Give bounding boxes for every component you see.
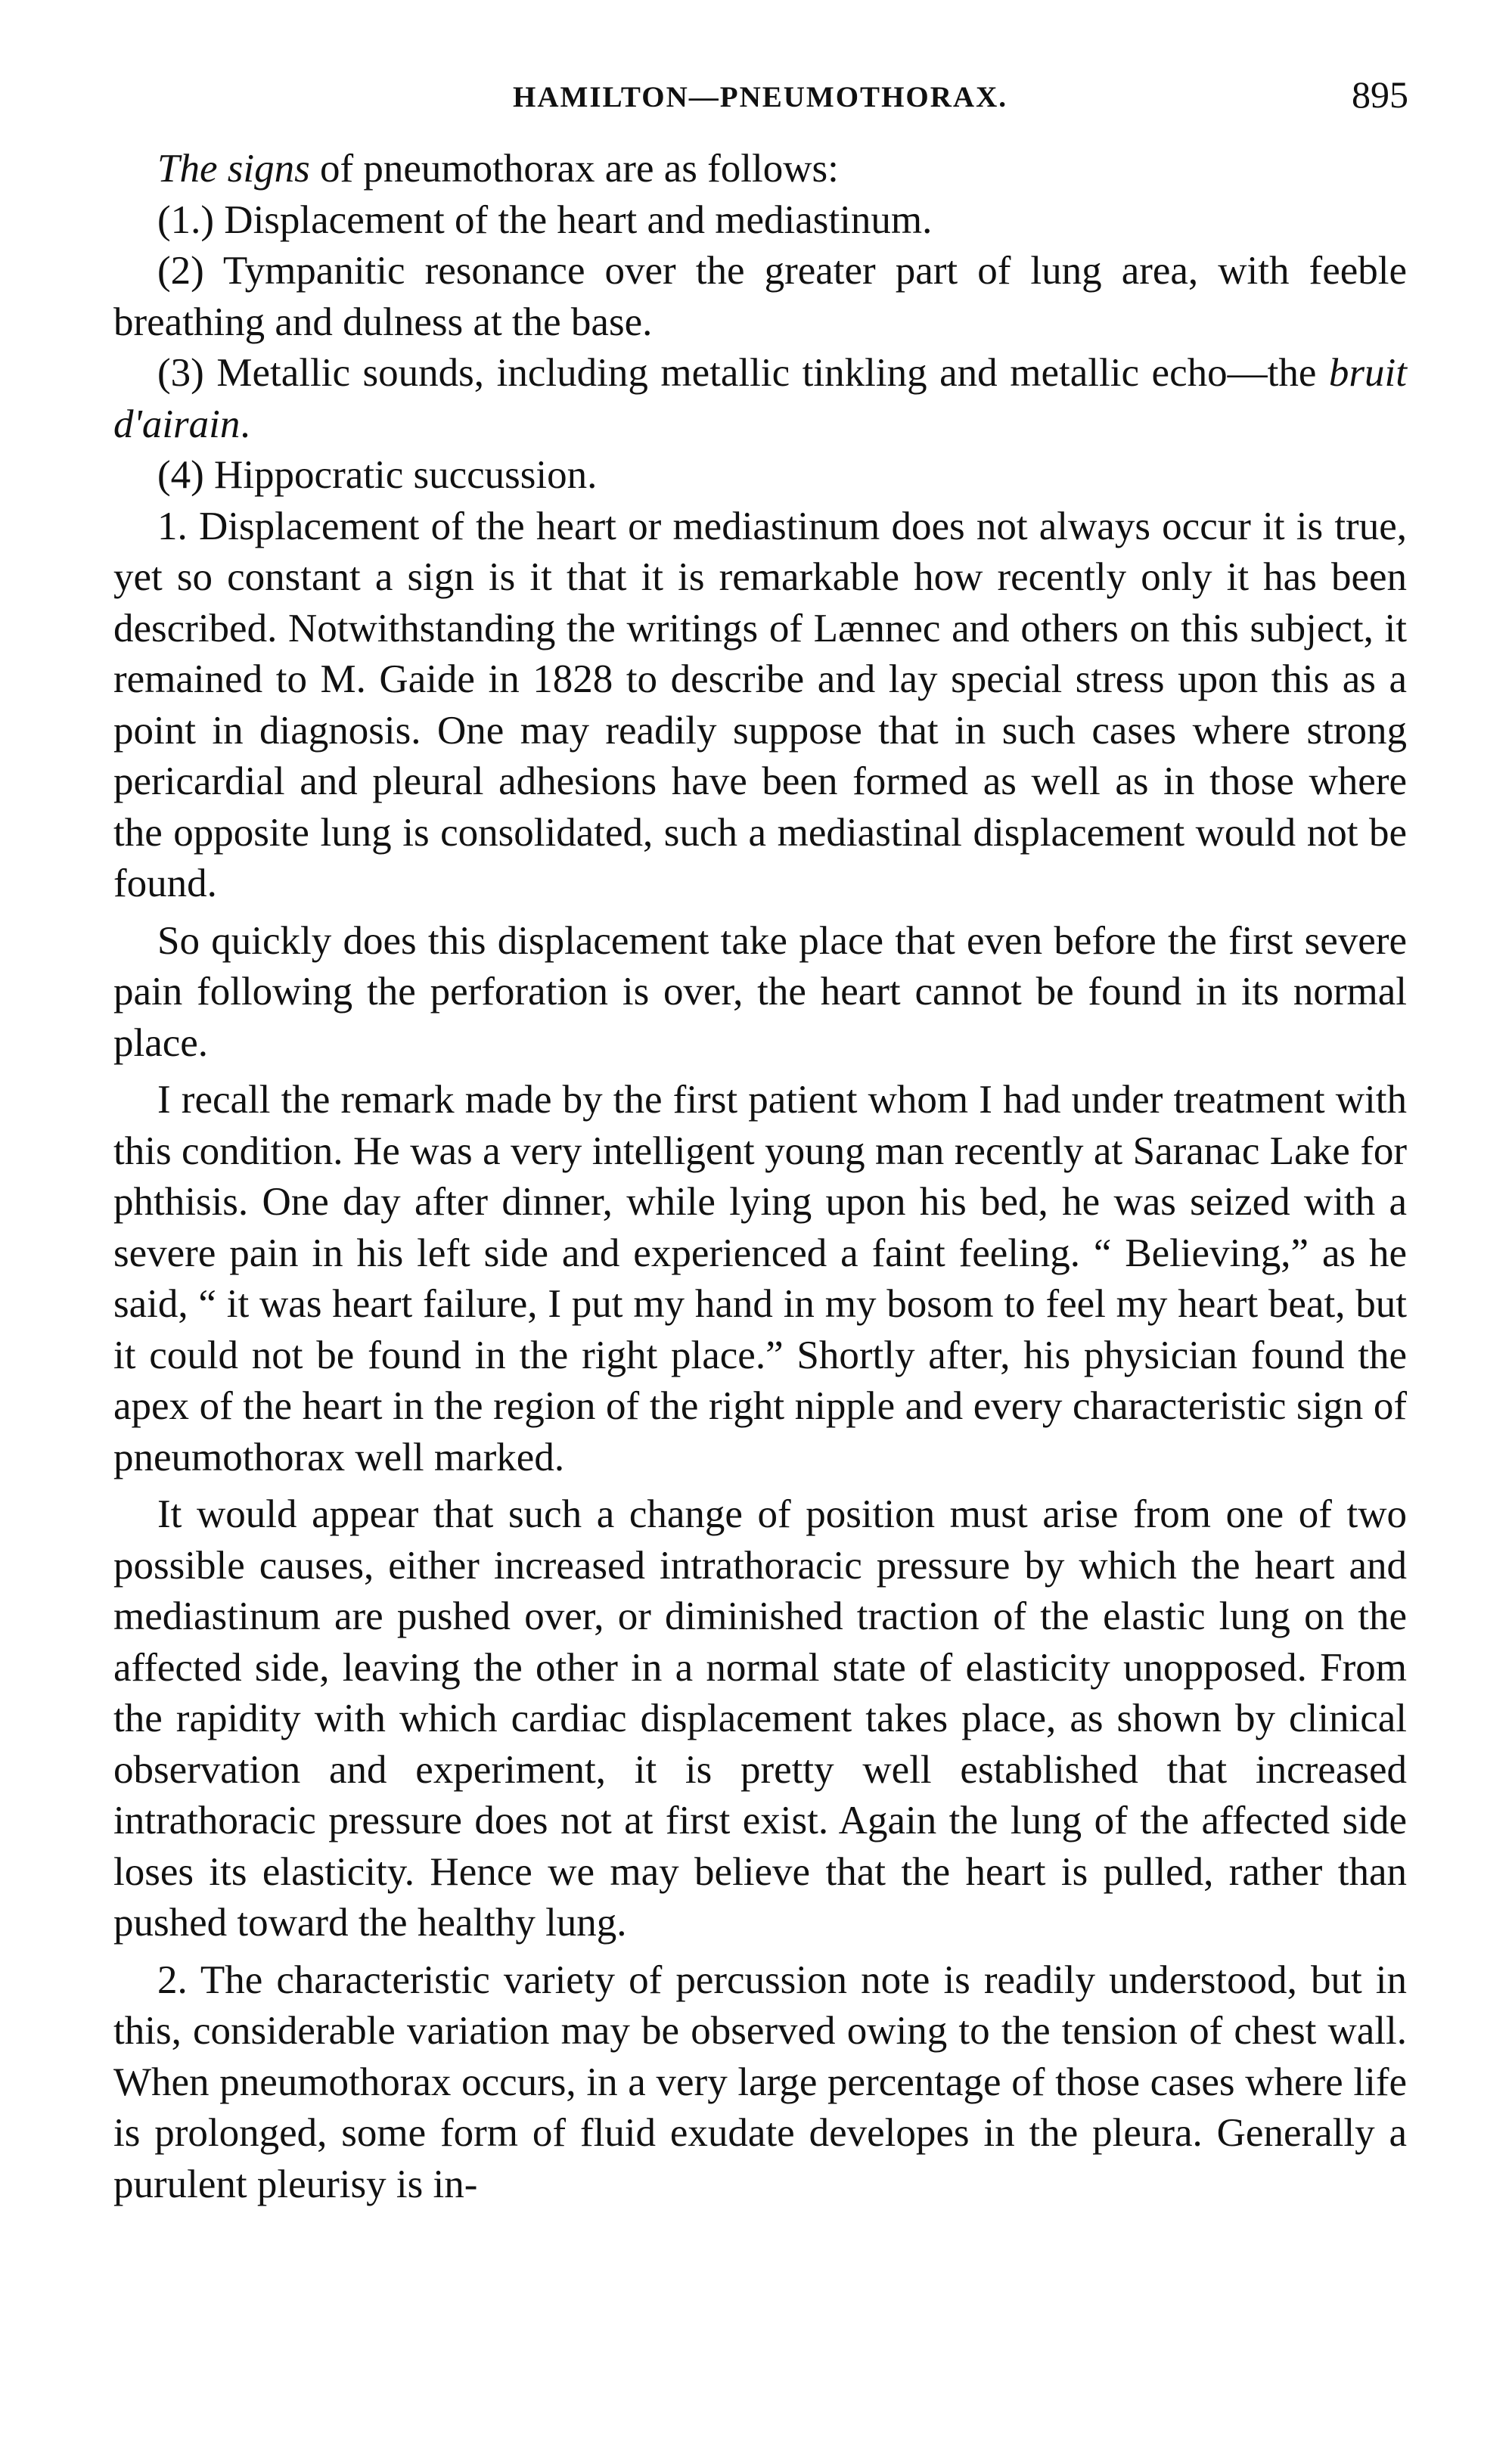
running-head-title: HAMILTON—PNEUMOTHORAX. bbox=[513, 81, 1007, 113]
paragraph-quickly: So quickly does this displacement take place that even before the first severe pain following the perforation is over, the heart cannot be found in its normal place. bbox=[113, 918, 1407, 1065]
paragraph-causes: It would appear that such a change of position must arise from one of two possible causes, either increased intrathoracic pressure by which the heart and mediastinum are pushed over, or diminished traction of the elastic lung on the affected side, leaving the other in a normal state of elasticity unopposed. From the rapidity with which cardiac displacement takes place, as shown by clinical observation and experiment, it is pretty well established that increased intrathoracic pressure does not at first exist. Again the lung of the affected side loses its elasticity. Hence we may believe that the heart is pulled, rather than pushed toward the healthy lung. bbox=[113, 1492, 1407, 1945]
page-number: 895 bbox=[1352, 73, 1408, 116]
sign-item-3-end: . bbox=[240, 402, 250, 446]
body-text bbox=[113, 144, 1407, 2210]
sign-item-4: (4) Hippocratic succussion. bbox=[157, 453, 598, 497]
signs-intro-text: of pneumothorax are as follows: bbox=[309, 147, 839, 191]
paragraph-recall: I recall the remark made by the first patient whom I had under treatment with this condition. He was a very intelligent young man recently at Saranac Lake for phthisis. One day after dinner, while lying upon his bed, he was seized with a severe pain in his left side and experienced a faint feeling. “ Believing,” as he said, “ it was heart failure, I put my hand in my bosom to feel my heart beat, but it could not be found in the right place.” Shortly after, his physician found the apex of the heart in the region of the right nipple and every characteristic sign of pneumothorax well marked. bbox=[113, 1078, 1407, 1479]
sign-item-2: (2) Tympanitic resonance over the greater part of lung area, with feeble breathing and dulness at the base. bbox=[113, 249, 1407, 344]
signs-intro-italic: The signs bbox=[157, 147, 310, 191]
book-page bbox=[113, 53, 1407, 2210]
paragraph-percussion: 2. The characteristic variety of percussion note is readily understood, but in this, considerable variation may be observed owing to the tension of chest wall. When pneumothorax occurs, in a very large percentage of those cases where life is prolonged, some form of fluid exudate developes in the pleura. Generally a purulent pleurisy is in- bbox=[113, 1957, 1407, 2206]
sign-item-3-text: (3) Metallic sounds, including metallic tinkling and metallic echo—the bbox=[157, 351, 1329, 395]
sign-item-3-italic: bruit d'airain bbox=[113, 351, 1407, 446]
signs-intro bbox=[113, 144, 1407, 195]
sign-item-1: (1.) Displacement of the heart and mediastinum. bbox=[157, 197, 933, 242]
running-head bbox=[113, 53, 1407, 121]
sign-item-3 bbox=[113, 348, 1407, 450]
paragraph-displacement: 1. Displacement of the heart or mediastinum does not always occur it is true, yet so constant a sign is it that it is remarkable how recently only it has been described. Notwithstanding the writings of Lænnec and others on this subject, it remained to M. Gaide in 1828 to describe and lay special stress upon this as a point in diagnosis. One may readily suppose that in such cases where strong pericardial and pleural adhesions have been formed as well as in those where the opposite lung is consolidated, such a mediastinal displacement would not be found. bbox=[113, 504, 1407, 905]
